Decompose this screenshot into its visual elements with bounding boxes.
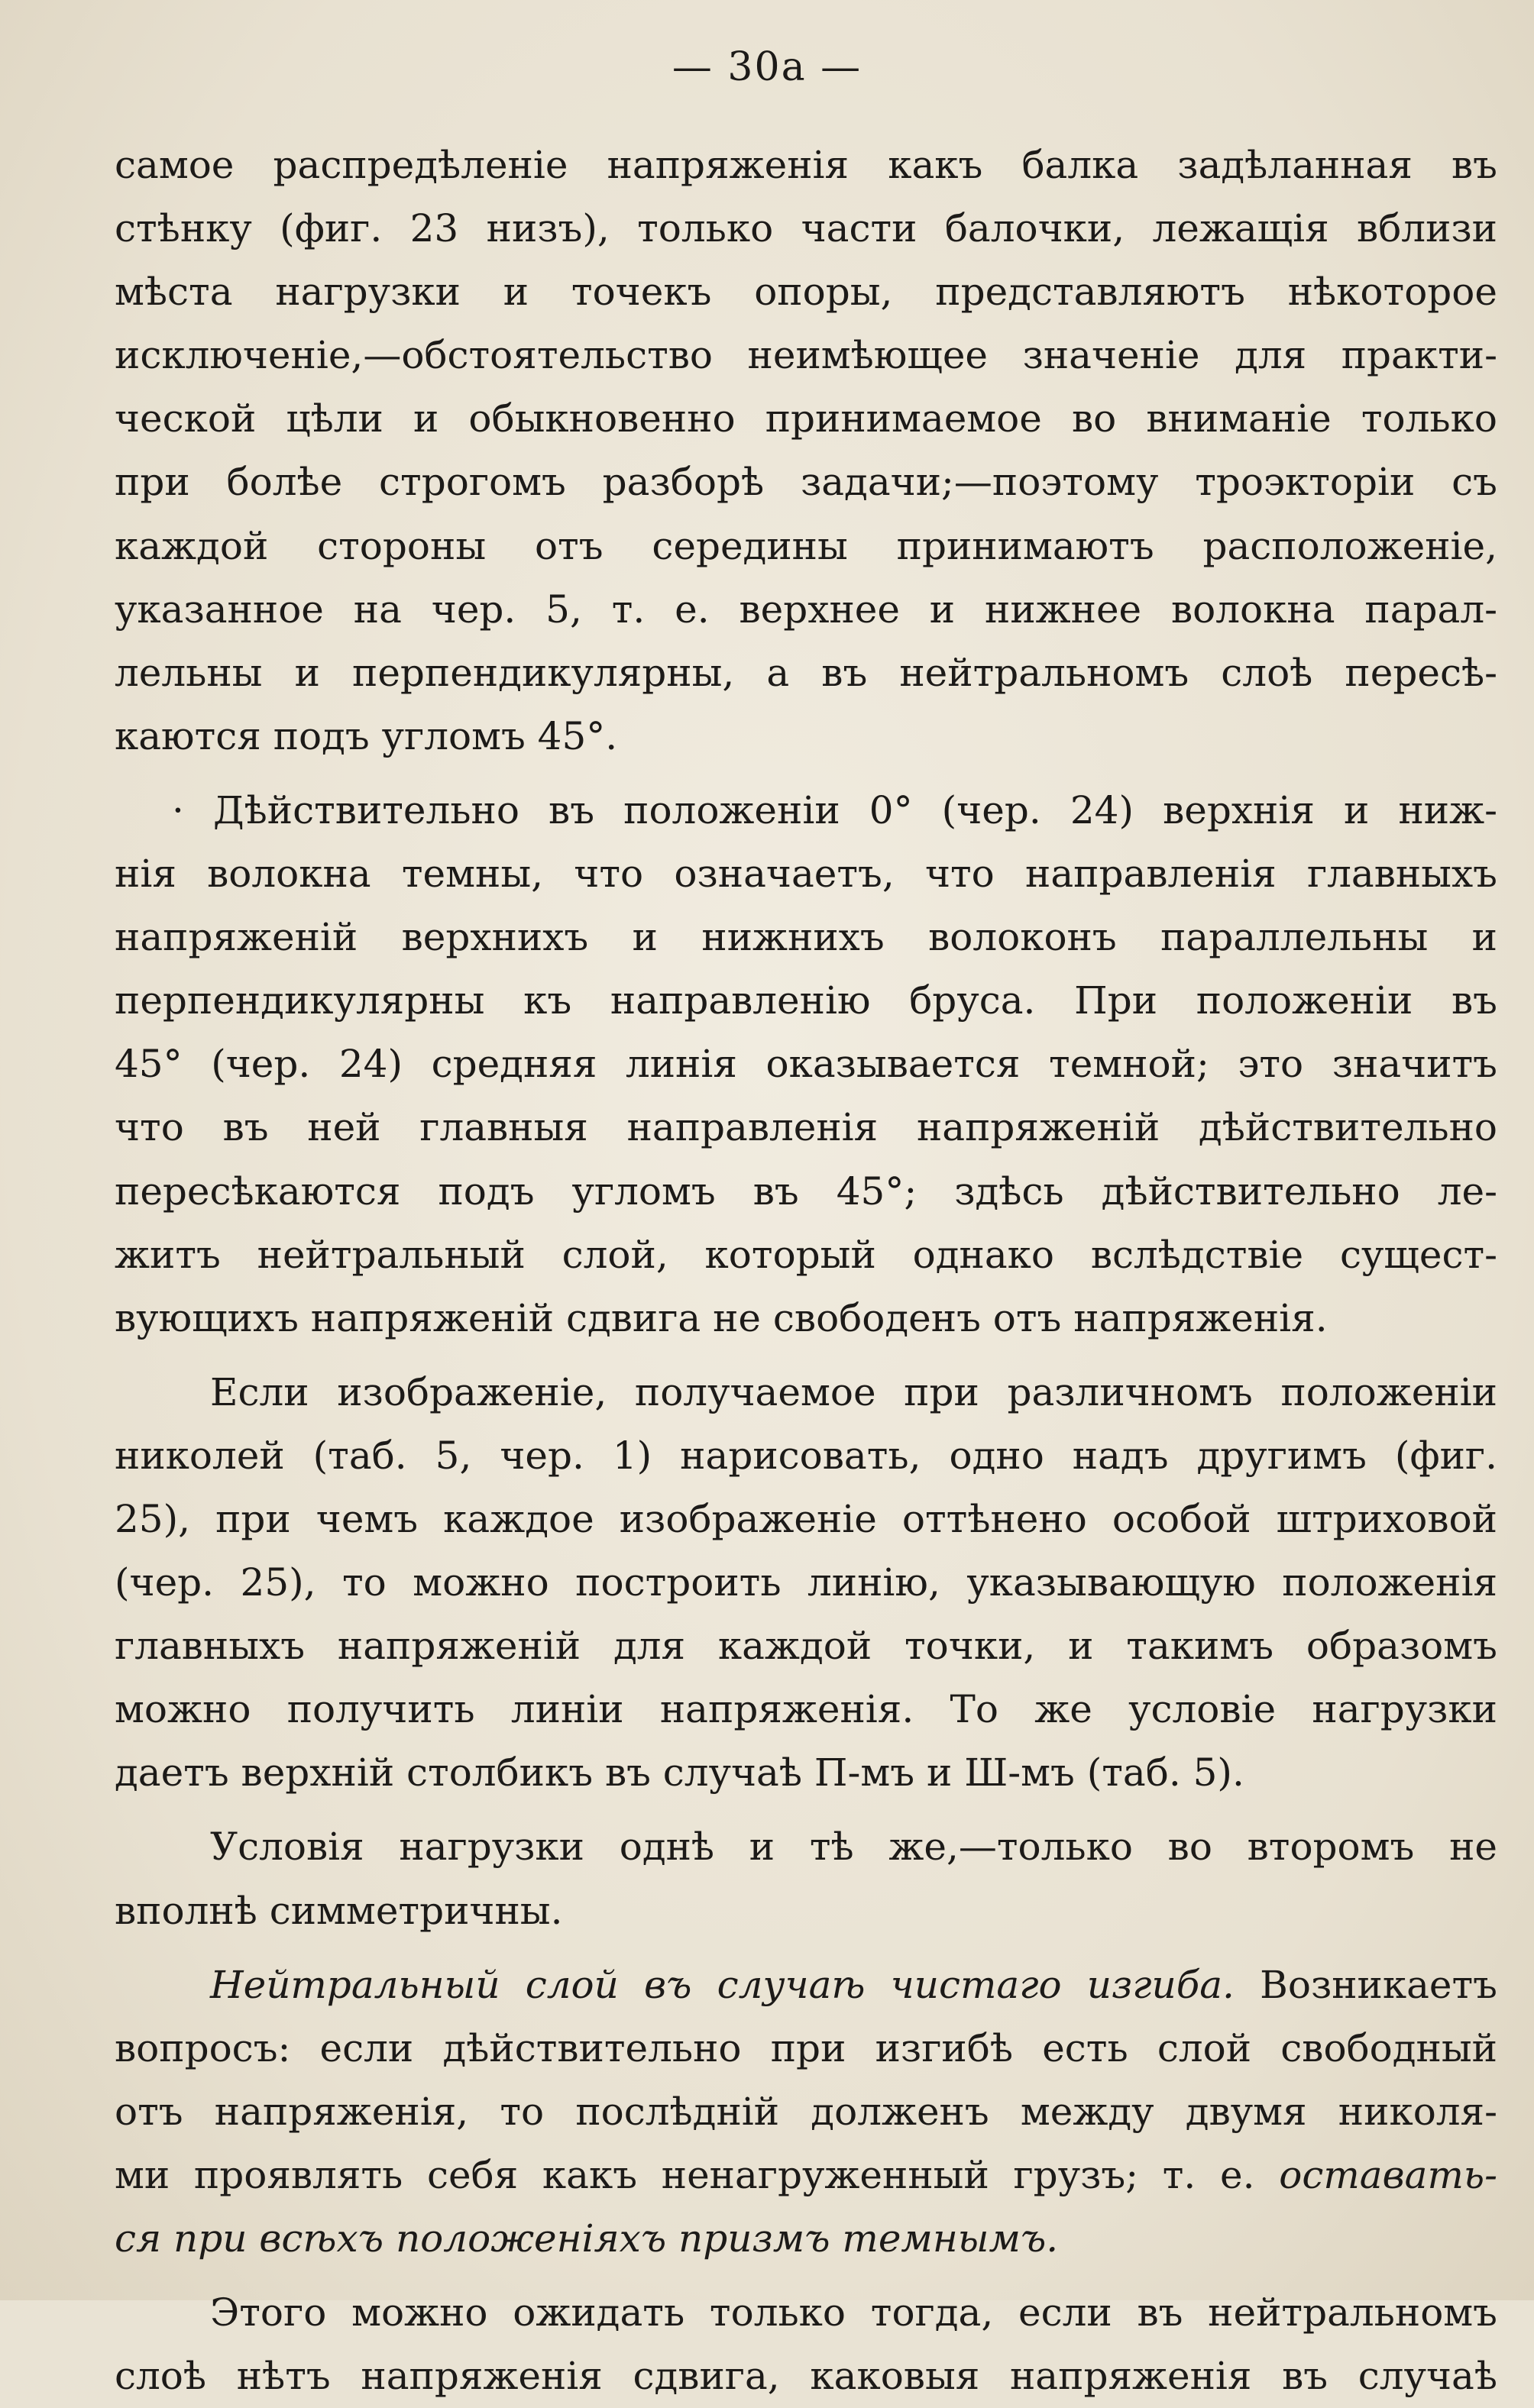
- text-line: Если изображеніе, получаемое при различномъ положеніи: [210, 1369, 1497, 1414]
- text-line: даетъ верхній столбикъ въ случаѣ П-мъ и Ш-мъ (таб. 5).: [115, 1750, 1244, 1795]
- text-line: отъ напряженія, то послѣдній долженъ между двумя николя-: [115, 2089, 1497, 2134]
- text-line: 25), при чемъ каждое изображеніе оттѣнено особой штриховой: [115, 1496, 1497, 1541]
- text-line: при болѣе строгомъ разборѣ задачи;—поэтому троэкторіи съ: [115, 460, 1497, 505]
- paragraph: [115, 1815, 1497, 1942]
- text-line: · Дѣйствительно въ положеніи 0° (чер. 24) верхнія и ниж-: [172, 787, 1497, 832]
- text-line: Условія нагрузки однѣ и тѣ же,—только во второмъ не: [210, 1825, 1497, 1870]
- text-line: лельны и перпендикулярны, а въ нейтральномъ слоѣ пересѣ-: [115, 650, 1497, 695]
- text-line: исключеніе,—обстоятельство неимѣющее значеніе для практи-: [115, 333, 1497, 378]
- text-line: каждой стороны отъ середины принимаютъ расположеніе,: [115, 523, 1497, 568]
- text-line: нія волокна темны, что означаетъ, что направленія главныхъ: [115, 852, 1497, 897]
- text-line: мѣста нагрузки и точекъ опоры, представляютъ нѣкоторое: [115, 270, 1497, 315]
- text-line: вующихъ напряженій сдвига не свободенъ отъ напряженія.: [115, 1295, 1328, 1340]
- text-line: [115, 1954, 1497, 2017]
- paragraph: [115, 779, 1497, 1350]
- page-number: — 30а —: [672, 44, 862, 90]
- text-line: каются подъ угломъ 45°.: [115, 713, 618, 758]
- text-line: николей (таб. 5, чер. 1) нарисовать, одно надъ другимъ (фиг.: [115, 1433, 1497, 1478]
- text-line: можно получить линіи напряженія. То же условіе нагрузки: [115, 1687, 1497, 1732]
- text-line: [115, 2144, 1497, 2207]
- text-line: (чер. 25), то можно построить линію, указывающую положенія: [115, 1560, 1497, 1605]
- text-line: самое распредѣленіе напряженія какъ балка задѣланная въ: [115, 143, 1497, 187]
- text-line: что въ ней главныя направленія напряженій дѣйствительно: [115, 1105, 1497, 1150]
- text-line: стѣнку (фиг. 23 низъ), только части балочки, лежащія вблизи: [115, 206, 1497, 251]
- text-run: Возникаетъ: [1234, 1962, 1497, 2007]
- text-line: 45° (чер. 24) средняя линія оказывается темной; это значитъ: [115, 1042, 1497, 1087]
- text-line: пересѣкаются подъ угломъ въ 45°; здѣсь дѣйствительно ле-: [115, 1168, 1497, 1214]
- text-line: вполнѣ симметричны.: [115, 1888, 563, 1933]
- text-line: перпендикулярны къ направленію бруса. При положеніи въ: [115, 978, 1497, 1023]
- text-line: напряженій верхнихъ и нижнихъ волоконъ параллельны и: [115, 915, 1497, 960]
- text-line: ся при всѣхъ положеніяхъ призмъ темнымъ.: [115, 2216, 1059, 2261]
- text-run: ми проявлять себя какъ ненагруженный грузъ; т. е.: [115, 2152, 1280, 2197]
- paragraph: [115, 134, 1497, 768]
- text-line: слоѣ нѣтъ напряженія сдвига, каковыя напряженія въ случаѣ: [115, 2354, 1497, 2399]
- text-line: ческой цѣли и обыкновенно принимаемое во вниманіе только: [115, 396, 1497, 441]
- text-line: вопросъ: если дѣйствительно при изгибѣ есть слой свободный: [115, 2025, 1497, 2070]
- text-line: главныхъ напряженій для каждой точки, и такимъ образомъ: [115, 1624, 1497, 1669]
- paragraph: [115, 1361, 1497, 1805]
- italic-heading: Нейтральный слой въ случаѣ чистаго изгиба.: [210, 1962, 1235, 2007]
- paragraph: [115, 1954, 1497, 2271]
- text-line: житъ нейтральный слой, который однако вслѣдствіе сущест-: [115, 1232, 1497, 1277]
- text-line: указанное на чер. 5, т. е. верхнее и нижнее волокна парал-: [115, 587, 1497, 632]
- body-text: [115, 134, 1497, 2408]
- text-line: Этого можно ожидать только тогда, если въ нейтральномъ: [210, 2290, 1497, 2335]
- italic-run: оставать-: [1279, 2152, 1497, 2197]
